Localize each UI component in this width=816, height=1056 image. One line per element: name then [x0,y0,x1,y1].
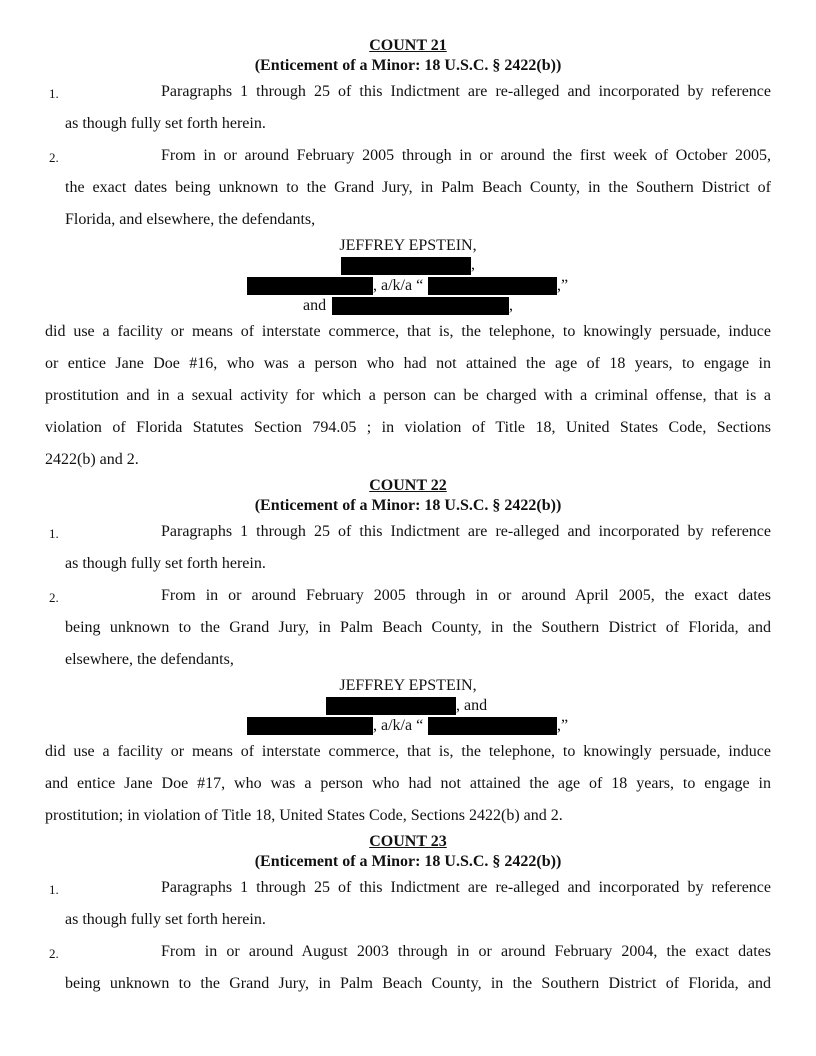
count-21-paragraph-2-line-1: From in or around February 2005 through in or around the first week of October 2005, [161,147,771,164]
count-22-paragraph-1-line-1: Paragraphs 1 through 25 of this Indictment are re-alleged and incorporated by reference [161,523,771,540]
count-21-paragraph-2-line-3: Florida, and elsewhere, the defendants, [65,211,316,228]
count-23-paragraph-2-number: 2. [49,946,59,961]
redaction-block [428,717,557,735]
count-21-defendant-2-suffix: , [471,256,475,273]
count-22-paragraph-2-line-3: elsewhere, the defendants, [65,651,234,668]
redaction-block [247,717,373,735]
count-21-paragraph-1-number: 1. [49,86,59,101]
count-23-paragraph-1-line-2: as though fully set forth herein. [65,911,266,928]
count-22-title: COUNT 22 [369,477,447,494]
count-21-body-line-3: prostitution and in a sexual activity for which a person can be charged with a criminal offense, that is a [45,387,771,404]
count-22-defendant-2-suffix: , and [456,697,488,714]
count-21-paragraph-1-line-1: Paragraphs 1 through 25 of this Indictment are re-alleged and incorporated by reference [161,83,771,100]
count-21-paragraph-2-line-2: the exact dates being unknown to the Grand Jury, in Palm Beach County, in the Southern District of [65,179,771,196]
count-22-body-line-2: and entice Jane Doe #17, who was a person who had not attained the age of 18 years, to engage in [45,775,771,792]
count-21-defendant-4-prefix: and [303,297,327,314]
count-22-paragraph-2-line-1: From in or around February 2005 through in or around April 2005, the exact dates [161,587,771,604]
count-22-body-line-3: prostitution; in violation of Title 18, United States Code, Sections 2422(b) and 2. [45,807,563,824]
count-23-paragraph-1-line-1: Paragraphs 1 through 25 of this Indictment are re-alleged and incorporated by reference [161,879,771,896]
count-22-defendant-3-suffix: ,” [557,717,569,734]
redaction-block [326,697,456,715]
count-22-paragraph-2-number: 2. [49,590,59,605]
count-22-body-line-1: did use a facility or means of interstate commerce, that is, the telephone, to knowingly persuade, induce [45,743,771,760]
count-21-defendant-4-suffix: , [509,297,513,314]
count-21-defendant-epstein: JEFFREY EPSTEIN, [339,237,477,254]
count-22-paragraph-2-line-2: being unknown to the Grand Jury, in Palm Beach County, in the Southern District of Florida, and [65,619,771,636]
redaction-block [428,277,557,295]
count-21-defendant-3-suffix: ,” [557,277,569,294]
count-21-body-line-2: or entice Jane Doe #16, who was a person who had not attained the age of 18 years, to engage in [45,355,771,372]
count-21-body-line-4: violation of Florida Statutes Section 794.05 ; in violation of Title 18, United States Code, Sections [45,419,771,436]
count-23-title: COUNT 23 [369,833,447,850]
count-21-body-line-5: 2422(b) and 2. [45,451,139,468]
count-22-defendant-3-aka: , a/k/a “ [373,717,424,734]
count-21-title: COUNT 21 [369,37,447,54]
count-21-paragraph-1-line-2: as though fully set forth herein. [65,115,266,132]
count-22-subtitle: (Enticement of a Minor: 18 U.S.C. § 2422(b)) [254,497,562,514]
count-23-paragraph-2-line-2: being unknown to the Grand Jury, in Palm Beach County, in the Southern District of Florida, and [65,975,771,992]
count-21-paragraph-2-number: 2. [49,150,59,165]
count-22-paragraph-1-line-2: as though fully set forth herein. [65,555,266,572]
count-22-defendant-epstein: JEFFREY EPSTEIN, [339,677,477,694]
count-22-paragraph-1-number: 1. [49,526,59,541]
count-21-subtitle: (Enticement of a Minor: 18 U.S.C. § 2422(b)) [254,57,562,74]
redaction-block [332,297,509,315]
redaction-block [341,257,471,275]
redaction-block [247,277,373,295]
count-23-paragraph-1-number: 1. [49,882,59,897]
count-23-subtitle: (Enticement of a Minor: 18 U.S.C. § 2422(b)) [254,853,562,870]
count-23-paragraph-2-line-1: From in or around August 2003 through in or around February 2004, the exact dates [161,943,771,960]
count-21-defendant-3-aka: , a/k/a “ [373,277,424,294]
count-21-body-line-1: did use a facility or means of interstate commerce, that is, the telephone, to knowingly persuade, induce [45,323,771,340]
